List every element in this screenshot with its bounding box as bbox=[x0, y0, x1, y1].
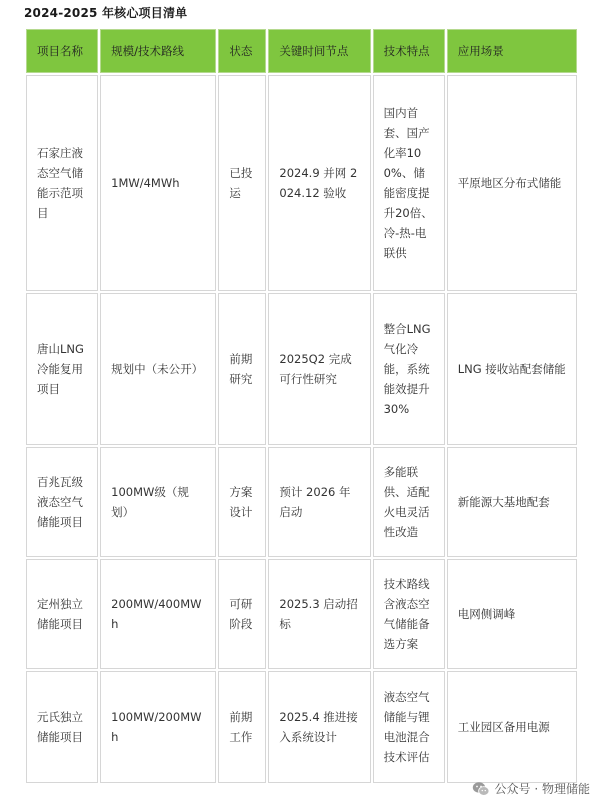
milestone-cell: 2025Q2 完成可行性研究 bbox=[268, 293, 370, 445]
scale-cell: 100MW/200MWh bbox=[100, 671, 216, 783]
project-name-cell: 元氏独立储能项目 bbox=[26, 671, 98, 783]
scale-cell: 100MW级（规划） bbox=[100, 447, 216, 557]
table-header-row bbox=[26, 29, 577, 73]
table-row bbox=[26, 559, 577, 669]
feature-cell: 技术路线含液态空气储能备选方案 bbox=[373, 559, 445, 669]
project-name-cell: 定州独立储能项目 bbox=[26, 559, 98, 669]
scenario-cell: 新能源大基地配套 bbox=[447, 447, 577, 557]
scale-cell: 1MW/4MWh bbox=[100, 75, 216, 291]
header-cell: 项目名称 bbox=[26, 29, 98, 73]
milestone-cell: 2024.9 并网 2024.12 验收 bbox=[268, 75, 370, 291]
status-cell: 已投运 bbox=[218, 75, 266, 291]
page-title: 2024-2025 年核心项目清单 bbox=[24, 6, 188, 20]
project-name-cell: 百兆瓦级液态空气储能项目 bbox=[26, 447, 98, 557]
table-row bbox=[26, 447, 577, 557]
watermark bbox=[472, 780, 590, 797]
project-table bbox=[24, 27, 579, 785]
project-name-cell: 石家庄液态空气储能示范项目 bbox=[26, 75, 98, 291]
header-cell: 状态 bbox=[218, 29, 266, 73]
status-cell: 前期工作 bbox=[218, 671, 266, 783]
table-row bbox=[26, 75, 577, 291]
header-cell: 规模/技术路线 bbox=[100, 29, 216, 73]
table-row bbox=[26, 671, 577, 783]
milestone-cell: 2025.3 启动招标 bbox=[268, 559, 370, 669]
scenario-cell: 平原地区分布式储能 bbox=[447, 75, 577, 291]
header-cell: 应用场景 bbox=[447, 29, 577, 73]
wechat-icon bbox=[472, 781, 490, 797]
status-cell: 方案设计 bbox=[218, 447, 266, 557]
scale-cell: 规划中（未公开） bbox=[100, 293, 216, 445]
feature-cell: 液态空气储能与锂电池混合技术评估 bbox=[373, 671, 445, 783]
project-name-cell: 唐山LNG冷能复用项目 bbox=[26, 293, 98, 445]
header-cell: 关键时间节点 bbox=[268, 29, 370, 73]
watermark-text: 公众号 · 物理储能 bbox=[494, 782, 590, 796]
header-cell: 技术特点 bbox=[373, 29, 445, 73]
feature-cell: 多能联供、适配火电灵活性改造 bbox=[373, 447, 445, 557]
status-cell: 前期研究 bbox=[218, 293, 266, 445]
milestone-cell: 2025.4 推进接入系统设计 bbox=[268, 671, 370, 783]
status-cell: 可研阶段 bbox=[218, 559, 266, 669]
scale-cell: 200MW/400MWh bbox=[100, 559, 216, 669]
scenario-cell: 工业园区备用电源 bbox=[447, 671, 577, 783]
feature-cell: 国内首套、国产化率100%、储能密度提升20倍、冷-热-电联供 bbox=[373, 75, 445, 291]
milestone-cell: 预计 2026 年启动 bbox=[268, 447, 370, 557]
scenario-cell: 电网侧调峰 bbox=[447, 559, 577, 669]
feature-cell: 整合LNG气化冷能，系统能效提升30% bbox=[373, 293, 445, 445]
scenario-cell: LNG 接收站配套储能 bbox=[447, 293, 577, 445]
table-row bbox=[26, 293, 577, 445]
